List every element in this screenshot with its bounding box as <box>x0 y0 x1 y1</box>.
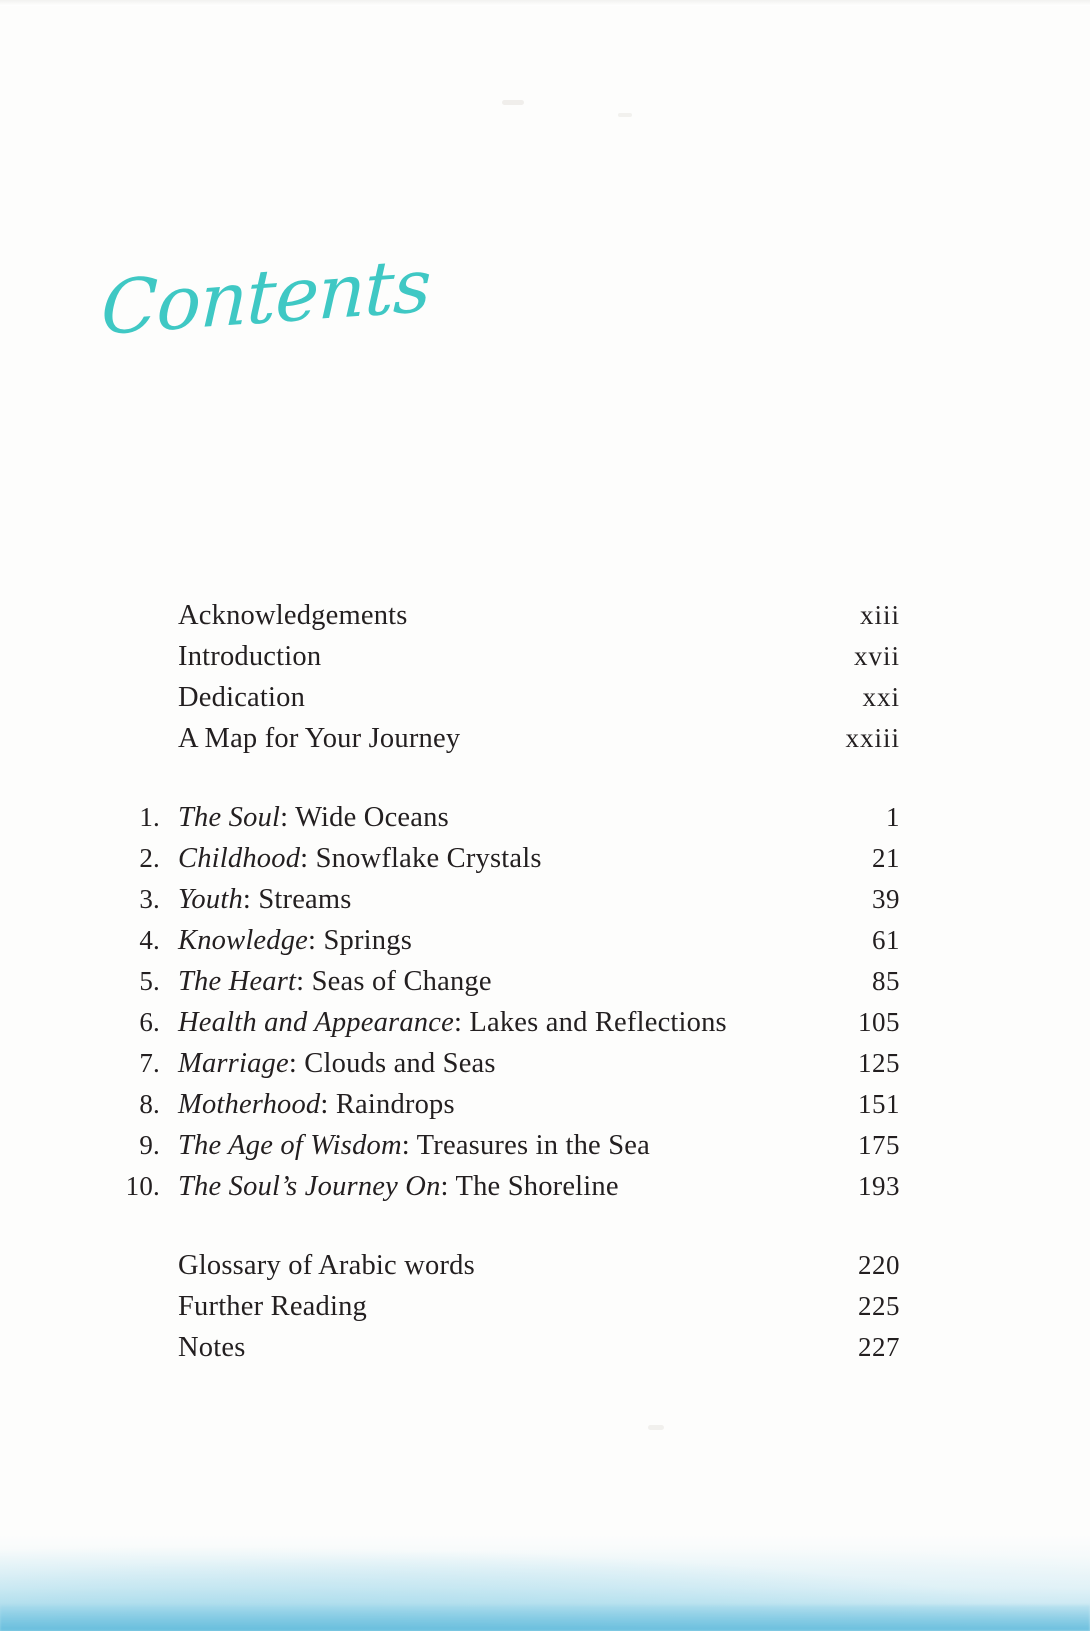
toc-entry-back-2[interactable] <box>100 1327 900 1368</box>
chapter-title-rest: : Clouds and Seas <box>288 1048 496 1079</box>
toc-entry-front-2[interactable] <box>100 677 900 718</box>
table-of-contents <box>100 595 900 1368</box>
chapter-title-rest: : Snowflake Crystals <box>300 843 542 874</box>
chapter-title-rest: : Lakes and Reflections <box>453 1007 727 1038</box>
toc-entry-title <box>178 839 808 879</box>
toc-entry-title: Dedication <box>178 682 306 713</box>
toc-entry-title: Introduction <box>178 641 322 672</box>
chapter-number: 5. <box>139 966 160 996</box>
chapter-number: 3. <box>139 884 160 914</box>
toc-entry-page: 105 <box>858 1007 900 1037</box>
toc-entry-front-3[interactable] <box>100 718 900 759</box>
scan-artifact <box>648 1425 664 1430</box>
toc-entry-title: Notes <box>178 1332 246 1363</box>
toc-entry-title <box>178 921 808 961</box>
chapter-title-emphasis: Motherhood <box>178 1089 321 1120</box>
front-matter-group <box>100 595 900 759</box>
toc-entry-back-0[interactable] <box>100 1245 900 1286</box>
toc-entry-title <box>178 1126 808 1166</box>
toc-entry-page: 175 <box>858 1130 900 1160</box>
toc-entry-chapter-8[interactable] <box>100 1084 900 1125</box>
paper-top-edge <box>0 0 1090 6</box>
toc-entry-page: 225 <box>858 1291 900 1321</box>
toc-entry-page: 21 <box>872 843 900 873</box>
chapter-title-emphasis: Health and Appearance <box>178 1007 454 1038</box>
chapter-title-rest: : Streams <box>242 884 352 915</box>
toc-entry-title <box>178 1085 808 1125</box>
watercolor-wash-deep <box>0 1605 1090 1631</box>
toc-entry-back-1[interactable] <box>100 1286 900 1327</box>
toc-entry-title: Acknowledgements <box>178 600 408 631</box>
toc-entry-chapter-4[interactable] <box>100 920 900 961</box>
toc-entry-page: xxi <box>862 682 900 712</box>
chapter-title-emphasis: Youth <box>178 884 243 915</box>
toc-entry-page: xiii <box>859 600 900 630</box>
toc-entry-page: xxiii <box>845 723 900 753</box>
toc-entry-chapter-9[interactable] <box>100 1125 900 1166</box>
toc-entry-chapter-3[interactable] <box>100 879 900 920</box>
toc-entry-page: xvii <box>853 641 900 671</box>
toc-entry-front-1[interactable] <box>100 636 900 677</box>
toc-entry-page: 193 <box>858 1171 900 1201</box>
toc-entry-page: 220 <box>858 1250 900 1280</box>
toc-entry-page: 61 <box>872 925 900 955</box>
chapter-title-rest: : Raindrops <box>320 1089 455 1120</box>
toc-entry-title <box>178 1003 808 1043</box>
toc-entry-title: A Map for Your Journey <box>178 723 461 754</box>
chapter-title-rest: : Wide Oceans <box>280 802 449 833</box>
toc-entry-page: 39 <box>872 884 900 914</box>
back-matter-group <box>100 1245 900 1368</box>
scan-artifact <box>502 100 524 105</box>
chapter-title-rest: : Seas of Change <box>296 966 492 997</box>
chapter-title-rest: : The Shoreline <box>440 1171 619 1202</box>
toc-entry-title <box>178 798 808 838</box>
chapter-number: 9. <box>139 1130 160 1160</box>
toc-entry-chapter-1[interactable] <box>100 797 900 838</box>
chapter-title-emphasis: Childhood <box>178 843 301 874</box>
toc-entry-front-0[interactable] <box>100 595 900 636</box>
toc-entry-title <box>178 1167 808 1207</box>
chapter-title-emphasis: Knowledge <box>178 925 309 956</box>
toc-entry-page: 85 <box>872 966 900 996</box>
toc-entry-chapter-10[interactable] <box>100 1166 900 1207</box>
chapter-title-emphasis: Marriage <box>178 1048 289 1079</box>
toc-entry-chapter-6[interactable] <box>100 1002 900 1043</box>
toc-entry-page: 227 <box>858 1332 900 1362</box>
chapter-number: 10. <box>125 1171 160 1201</box>
chapter-number: 7. <box>139 1048 160 1078</box>
chapter-title-emphasis: The Soul’s Journey On <box>178 1171 441 1202</box>
chapter-number: 1. <box>139 802 160 832</box>
chapter-title-emphasis: The Soul <box>178 802 281 833</box>
toc-entry-title <box>178 1044 808 1084</box>
toc-entry-chapter-2[interactable] <box>100 838 900 879</box>
toc-entry-title: Glossary of Arabic words <box>178 1250 475 1281</box>
chapter-title-emphasis: The Age of Wisdom <box>178 1130 402 1161</box>
toc-entry-page: 1 <box>886 802 900 832</box>
toc-entry-page: 125 <box>858 1048 900 1078</box>
page-title: Contents <box>99 242 432 352</box>
chapter-title-rest: : Springs <box>308 925 412 956</box>
chapter-number: 6. <box>139 1007 160 1037</box>
toc-entry-title <box>178 962 808 1002</box>
toc-entry-title <box>178 880 808 920</box>
chapter-number: 2. <box>139 843 160 873</box>
toc-entry-page: 151 <box>858 1089 900 1119</box>
chapter-number: 8. <box>139 1089 160 1119</box>
toc-entry-title: Further Reading <box>178 1291 368 1322</box>
chapters-group <box>100 797 900 1207</box>
chapter-title-rest: : Treasures in the Sea <box>401 1130 650 1161</box>
chapter-number: 4. <box>139 925 160 955</box>
scan-artifact <box>618 113 632 117</box>
chapter-title-emphasis: The Heart <box>178 966 297 997</box>
toc-entry-chapter-5[interactable] <box>100 961 900 1002</box>
toc-entry-chapter-7[interactable] <box>100 1043 900 1084</box>
